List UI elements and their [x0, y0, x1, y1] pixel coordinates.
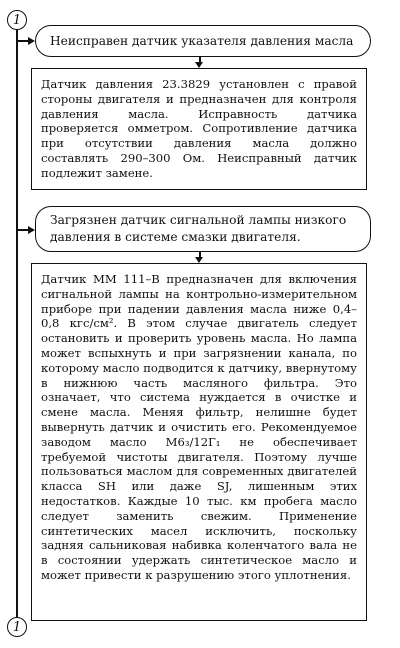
connector-top	[7, 10, 27, 30]
arrow-head-1	[28, 37, 35, 45]
step-4-text: Датчик ММ 111–В предназначен для включения сигнальной лампы на контрольно-измерительном приборе при падении давления масла ниже 0,4–0,8 кгс/см². В этом случае двигатель следует остановить и проверить уровень масла. Но лампа может вспыхнуть и при загрязнении канала, по которому масло подводится к датчику, ввернутому в нижнюю часть масляного фильтра. Это означает, что система нуждается в очистке и смене масла. Меняя фильтр, нелишне будет вывернуть датчик и очистить его. Рекомендуемое заводом масло М6₃/12Г₁ не обеспечивает требуемой чистоты двигателя. Поэтому лучше пользоваться маслом для современных двигателей класса SH или даже SJ, лишенным этих недостатков. Каждые 10 тыс. км пробега масло следует заменить свежим. Применение синтетических масел исключить, поскольку задняя сальниковая набивка коленчатого вала не в состоянии удержать синтетическое масло и может привести к разрушению этого уплотнения.	[41, 272, 357, 582]
step-2-text: Датчик давления 23.3829 установлен с правой стороны двигателя и предназначен для контроля давления масла. Исправность датчика проверяется омметром. Сопротивление датчика при отсутствии давления масла должно составлять 290–300 Ом. Неисправный датчик подлежит замене.	[41, 77, 357, 180]
step-3-box	[35, 206, 371, 252]
connector-top-label: 1	[12, 12, 22, 28]
connector-bottom	[7, 617, 27, 637]
step-3-text: Загрязнен датчик сигнальной лампы низкого давления в системе смазки двигателя.	[50, 213, 347, 244]
connector-bottom-label: 1	[12, 619, 22, 635]
step-1-box	[35, 25, 371, 57]
arrow-head-2	[28, 226, 35, 234]
step-4-box	[31, 263, 367, 621]
step-1-text: Неисправен датчик указателя давления масла	[50, 33, 354, 48]
step-2-box	[31, 68, 367, 190]
flow-line	[16, 30, 18, 618]
